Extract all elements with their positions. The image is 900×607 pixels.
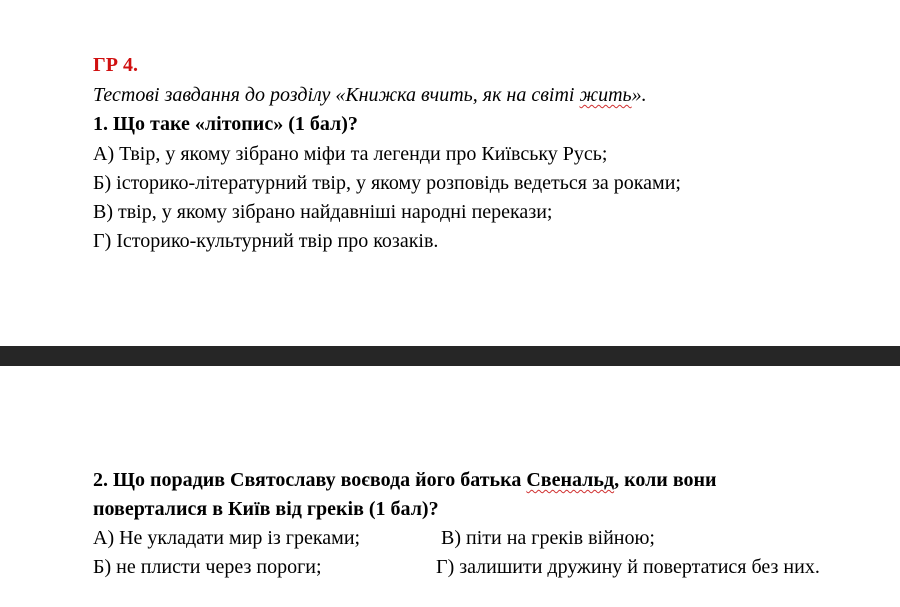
question-2-option-v: В) піти на греків війною;: [441, 527, 655, 549]
question-1-option-g: Г) Історико-культурний твір про козаків.: [93, 230, 439, 252]
question-2-option-row-2: [93, 554, 322, 580]
question-1-option-b: Б) історико-літературний твір, у якому розповідь ведеться за роками;: [93, 172, 681, 194]
spellcheck-flagged-name: Свенальд: [526, 469, 615, 491]
question-1-option-a: А) Твір, у якому зібрано міфи та легенди про Київську Русь;: [93, 143, 608, 165]
question-2-title-line1: [93, 467, 717, 493]
question-2-title-line2: поверталися в Київ від греків (1 бал)?: [93, 498, 439, 520]
question-1-option-v: В) твір, у якому зібрано найдавніші народні перекази;: [93, 201, 553, 223]
group-heading: ГР 4.: [93, 54, 138, 76]
question-2-option-a: А) Не укладати мир із греками;: [93, 527, 361, 549]
question-2-title-prefix: 2. Що порадив Святославу воєвода його батька: [93, 469, 527, 491]
spellcheck-flagged-word: жить: [579, 84, 632, 106]
question-2-option-row-1: [93, 525, 360, 551]
question-1-title: 1. Що таке «літопис» (1 бал)?: [93, 113, 358, 135]
page-divider: [0, 346, 900, 366]
question-2-title-suffix: , коли вони: [614, 469, 717, 491]
subtitle-prefix: Тестові завдання до розділу «Книжка вчить, як на світі: [93, 84, 580, 106]
question-2-option-b: Б) не плисти через пороги;: [93, 556, 322, 578]
section-subtitle: [93, 82, 647, 108]
subtitle-suffix: ».: [631, 84, 647, 106]
question-2-option-g: Г) залишити дружину й повертатися без них.: [436, 556, 820, 578]
